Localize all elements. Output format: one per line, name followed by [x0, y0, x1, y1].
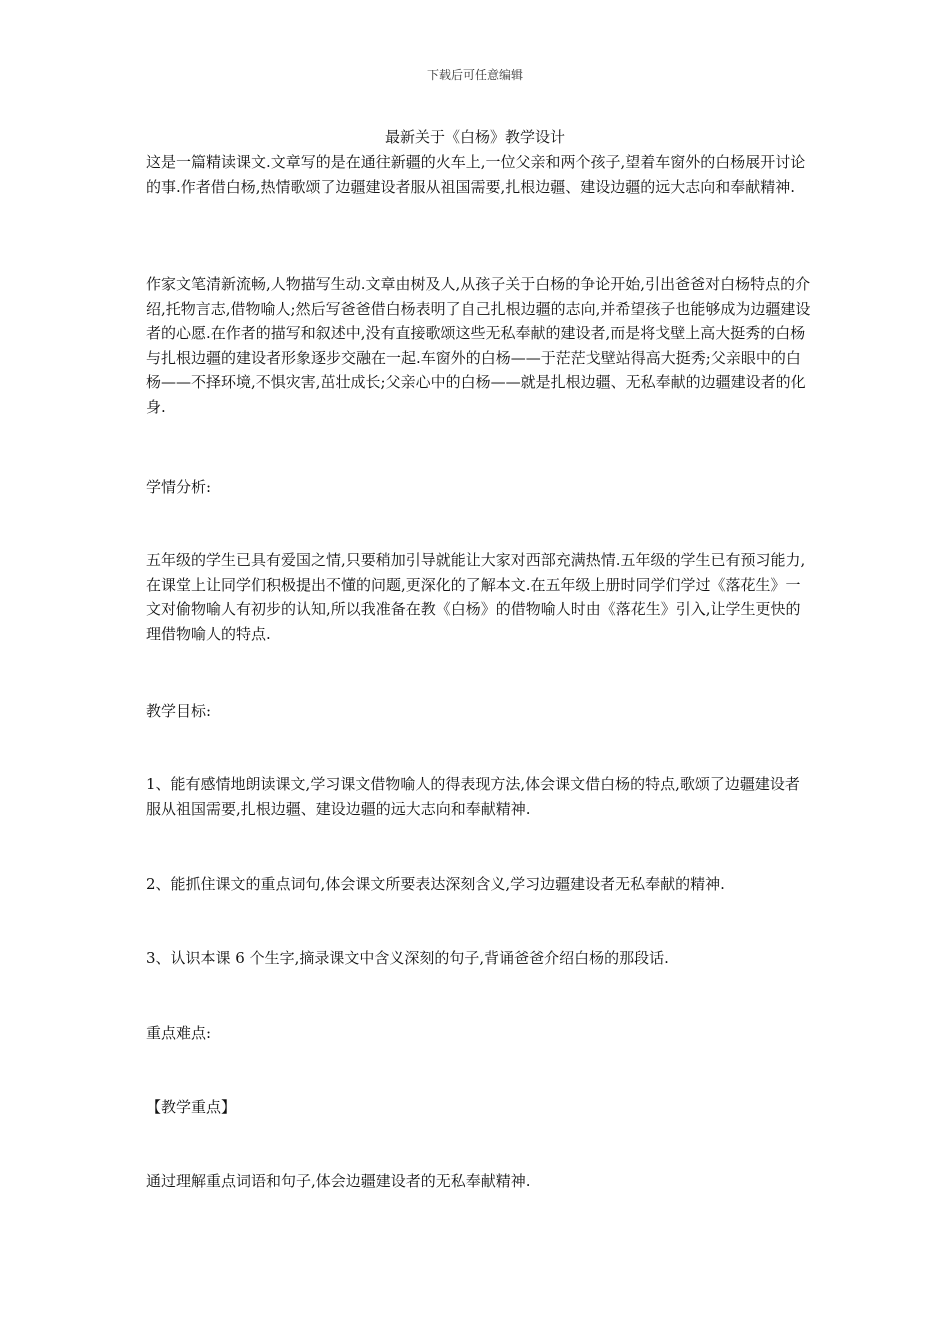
heading-student-analysis: 学情分析: [146, 478, 212, 496]
heading-teaching-goals: 教学目标: [146, 702, 212, 720]
document-title: 最新关于《白杨》教学设计 [384, 128, 565, 146]
heading-key-difficulties: 重点难点: [146, 1024, 212, 1042]
intro-paragraph: 这是一篇精读课文.文章写的是在通往新疆的火车上,一位父亲和两个孩子,望着车窗外的白杨展开讨论的事.作者借白杨,热情歌颂了边疆建设者服从祖国需要,扎根边疆、建设边疆的远大志向和奉献精神. [146, 153, 806, 196]
goal-item-3: 3、认识本课 6 个生字,摘录课文中含义深刻的句子,背诵爸爸介绍白杨的那段话. [146, 949, 669, 967]
goal-item-2: 2、能抓住课文的重点词句,体会课文所要表达深刻含义,学习边疆建设者无私奉献的精神. [146, 875, 725, 893]
goal-item-1: 1、能有感情地朗读课文,学习课文借物喻人的得表现方法,体会课文借白杨的特点,歌颂了边疆建设者服从祖国需要,扎根边疆、建设边疆的远大志向和奉献精神. [146, 775, 800, 818]
analysis-paragraph: 作家文笔清新流畅,人物描写生动.文章由树及人,从孩子关于白杨的争论开始,引出爸爸对白杨特点的介绍,托物言志,借物喻人;然后写爸爸借白杨表明了自己扎根边疆的志向,并希望孩子也能够成为边疆建设者的心愿.在作者的描写和叙述中,没有直接歌颂这些无私奉献的建设者,而是将戈壁上高大挺秀的白杨与扎根边疆的建设者形象逐步交融在一起.车窗外的白杨——于茫茫戈壁站得高大挺秀;父亲眼中的白杨——不择环境,不惧灾害,茁壮成长;父亲心中的白杨——就是扎根边疆、无私奉献的边疆建设者的化身. [146, 275, 811, 416]
students-paragraph: 五年级的学生已具有爱国之情,只要稍加引导就能让大家对西部充满热情.五年级的学生已有预习能力,在课堂上让同学们积极提出不懂的问题,更深化的了解本文.在五年级上册时同学们学过《落花生》一文对偷物喻人有初步的认知,所以我准备在教《白杨》的借物喻人时由《落花生》引入,让学生更快的理借物喻人的特点. [146, 551, 806, 643]
page-header-note: 下载后可任意编辑 [426, 68, 523, 82]
heading-teaching-focus: 【教学重点】 [146, 1098, 237, 1116]
focus-paragraph: 通过理解重点词语和句子,体会边疆建设者的无私奉献精神. [146, 1172, 531, 1190]
